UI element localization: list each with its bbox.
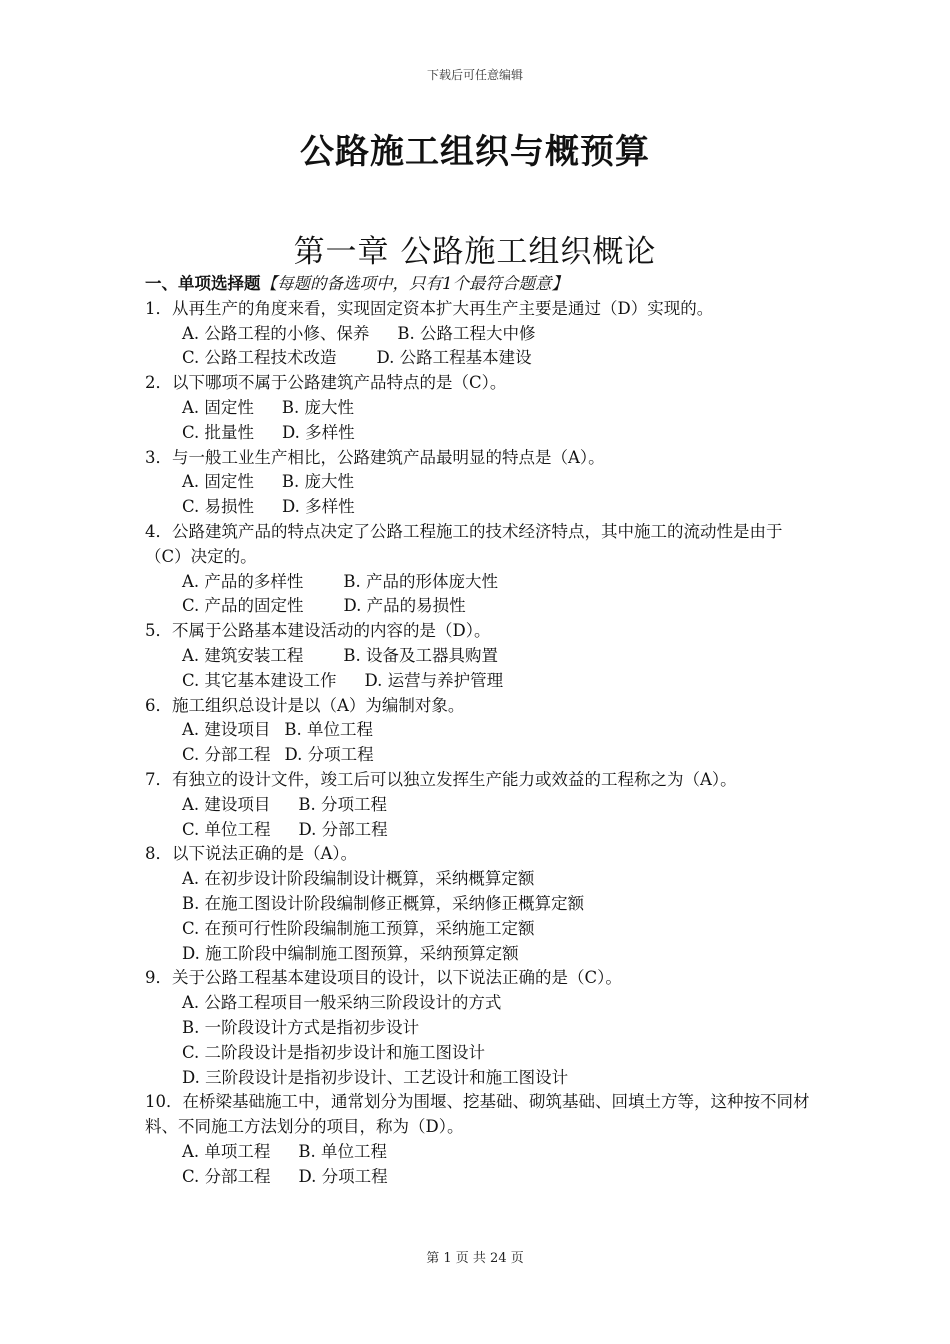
option-c: C. 分部工程 [182,745,271,765]
option-c: C. 在预可行性阶段编制施工预算，采纳施工定额 [182,918,535,938]
options-row [145,1140,815,1165]
question-8: 8．以下说法正确的是（A）。 [145,844,358,864]
question-list [145,272,815,1189]
question-5: 5．不属于公路基本建设活动的内容的是（D）。 [145,621,491,641]
question-6: 6．施工组织总设计是以（A）为编制对象。 [145,695,465,715]
option-a: A. 公路工程项目一般采纳三阶段设计的方式 [182,993,502,1013]
option-a: A. 公路工程的小修、保养 [182,323,370,343]
option-b: B. 产品的形体庞大性 [343,571,499,591]
option-d: D. 分项工程 [298,1166,388,1186]
option-b: B. 庞大性 [281,472,355,492]
option-b: B. 单位工程 [298,1141,388,1161]
section-label: 一、单项选择题 [145,274,261,293]
options-row [145,570,815,595]
question-4: 4．公路建筑产品的特点决定了公路工程施工的技术经济特点，其中施工的流动性是由于（C）决定的。 [145,521,783,566]
option-d: D. 多样性 [282,497,355,517]
option-d: D. 分项工程 [284,745,374,765]
question-10: 10．在桥梁基础施工中，通常划分为围堰、挖基础、砌筑基础、回填土方等，这种按不同材料、不同施工方法划分的项目，称为（D）。 [145,1092,810,1137]
section-heading [145,272,815,297]
option-d: D. 分部工程 [298,819,388,839]
option-c: C. 产品的固定性 [182,596,304,616]
options-row [145,470,815,495]
option-a: A. 固定性 [182,472,254,492]
option-c: C. 批量性 [182,422,255,442]
option-c: C. 其它基本建设工作 [182,670,337,690]
options-row [145,594,815,619]
option-c: C. 二阶段设计是指初步设计和施工图设计 [182,1042,486,1062]
chapter-title: 第一章 公路施工组织概论 [293,234,657,270]
option-a: A. 建筑安装工程 [182,645,304,665]
options-row [145,718,815,743]
question-2: 2．以下哪项不属于公路建筑产品特点的是（C）。 [145,373,507,393]
option-d: D. 运营与养护管理 [364,670,504,690]
option-d: D. 产品的易损性 [343,596,466,616]
option-c: C. 易损性 [182,497,255,517]
option-b: B. 设备及工器具购置 [343,645,499,665]
options-row [145,818,815,843]
option-d: D. 公路工程基本建设 [376,348,532,368]
question-7: 7．有独立的设计文件，竣工后可以独立发挥生产能力或效益的工程称之为（A）。 [145,769,737,789]
options-row [145,669,815,694]
option-b: B. 庞大性 [281,397,355,417]
option-b: B. 在施工图设计阶段编制修正概算，采纳修正概算定额 [182,893,585,913]
option-c: C. 公路工程技术改造 [182,348,337,368]
question-9: 9．关于公路工程基本建设项目的设计，以下说法正确的是（C）。 [145,968,622,988]
options-row [145,346,815,371]
option-c: C. 单位工程 [182,819,271,839]
option-c: C. 分部工程 [182,1166,271,1186]
option-b: B. 单位工程 [284,720,374,740]
option-d: D. 多样性 [282,422,355,442]
option-a: A. 单项工程 [182,1141,271,1161]
option-a: A. 在初步设计阶段编制设计概算，采纳概算定额 [182,869,535,889]
document-title: 公路施工组织与概预算 [300,132,650,172]
option-a: A. 固定性 [182,397,254,417]
option-a: A. 建设项目 [182,794,271,814]
options-row [145,421,815,446]
option-d: D. 施工阶段中编制施工图预算，采纳预算定额 [182,943,519,963]
option-d: D. 三阶段设计是指初步设计、工艺设计和施工图设计 [182,1067,569,1087]
option-b: B. 公路工程大中修 [397,323,536,343]
page-header: 下载后可任意编辑 [426,68,523,82]
options-row [145,793,815,818]
option-b: B. 一阶段设计方式是指初步设计 [182,1017,420,1037]
options-row [145,1165,815,1190]
question-1: 1．从再生产的角度来看，实现固定资本扩大再生产主要是通过（D）实现的。 [145,298,714,318]
option-a: A. 产品的多样性 [182,571,304,591]
section-note: 【每题的备选项中，只有1个最符合题意】 [260,274,568,293]
option-a: A. 建设项目 [182,720,271,740]
options-row [145,322,815,347]
option-b: B. 分项工程 [298,794,388,814]
options-row [145,743,815,768]
options-row [145,644,815,669]
page-footer: 第 1 页 共 24 页 [426,1251,524,1266]
question-3: 3．与一般工业生产相比，公路建筑产品最明显的特点是（A）。 [145,447,605,467]
options-row [145,495,815,520]
options-row [145,396,815,421]
